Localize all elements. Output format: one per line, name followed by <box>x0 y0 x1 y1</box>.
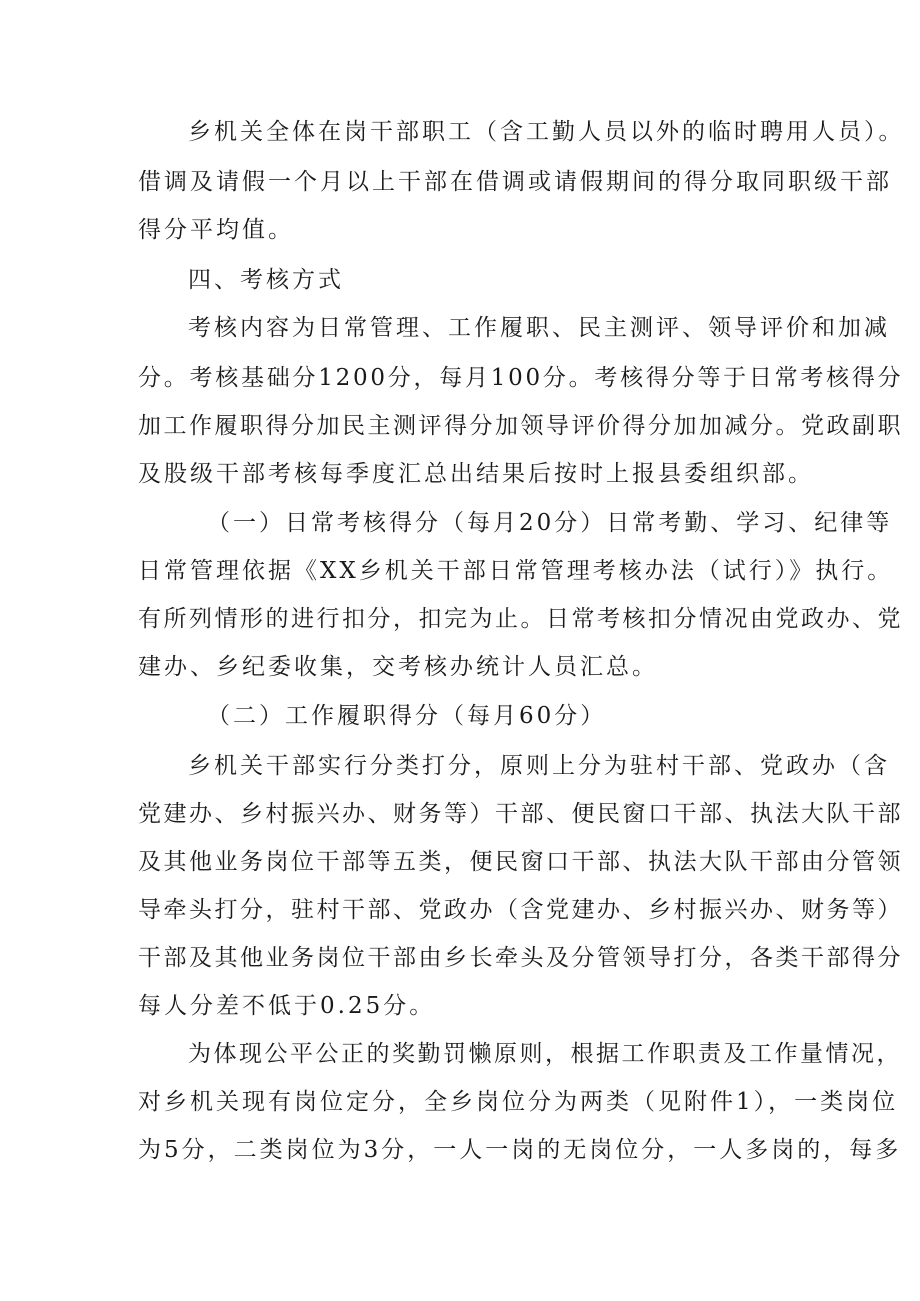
paragraph-line: 借调及请假一个月以上干部在借调或请假期间的得分取同职级干部 <box>138 169 892 195</box>
paragraph-line: 导牵头打分，驻村干部、党政办（含党建办、乡村振兴办、财务等） <box>138 897 903 923</box>
paragraph-line: 及其他业务岗位干部等五类，便民窗口干部、执法大队干部由分管领 <box>138 849 903 875</box>
paragraph-line: 党建办、乡村振兴办、财务等）干部、便民窗口干部、执法大队干部 <box>138 801 903 827</box>
paragraph-line: 考核内容为日常管理、工作履职、民主测评、领导评价和加减 <box>188 315 890 341</box>
paragraph-line: 为5分，二类岗位为3分，一人一岗的无岗位分，一人多岗的，每多 <box>138 1137 902 1163</box>
paragraph-line: 乡机关干部实行分类打分，原则上分为驻村干部、党政办（含 <box>188 753 890 779</box>
paragraph-line: 每人分差不低于0.25分。 <box>138 993 436 1019</box>
paragraph-line: 乡机关全体在岗干部职工（含工勤人员以外的临时聘用人员）。 <box>188 119 905 145</box>
paragraph-line: 日常管理依据《XX乡机关干部日常管理考核办法（试行）》执行。 <box>138 558 894 584</box>
paragraph-line: 及股级干部考核每季度汇总出结果后按时上报县委组织部。 <box>138 461 814 487</box>
subsection-heading: （一）日常考核得分（每月20分）日常考勤、学习、纪律等 <box>207 510 893 536</box>
section-heading: 四、考核方式 <box>188 267 344 293</box>
paragraph-line: 建办、乡纪委收集，交考核办统计人员汇总。 <box>138 654 658 680</box>
paragraph-line: 对乡机关现有岗位定分，全乡岗位分为两类（见附件1），一类岗位 <box>138 1089 899 1115</box>
paragraph-line: 干部及其他业务岗位干部由乡长牵头及分管领导打分，各类干部得分 <box>138 945 903 971</box>
paragraph-line: 加工作履职得分加民主测评得分加领导评价得分加加减分。党政副职 <box>138 413 903 439</box>
paragraph-line: 为体现公平公正的奖勤罚懒原则，根据工作职责及工作量情况， <box>188 1041 902 1067</box>
paragraph-line: 有所列情形的进行扣分，扣完为止。日常考核扣分情况由党政办、党 <box>138 606 903 632</box>
paragraph-line: 分。考核基础分1200分，每月100分。考核得分等于日常考核得分 <box>138 365 904 391</box>
paragraph-line: 得分平均值。 <box>138 217 294 243</box>
subsection-heading: （二）工作履职得分（每月60分） <box>207 703 607 729</box>
